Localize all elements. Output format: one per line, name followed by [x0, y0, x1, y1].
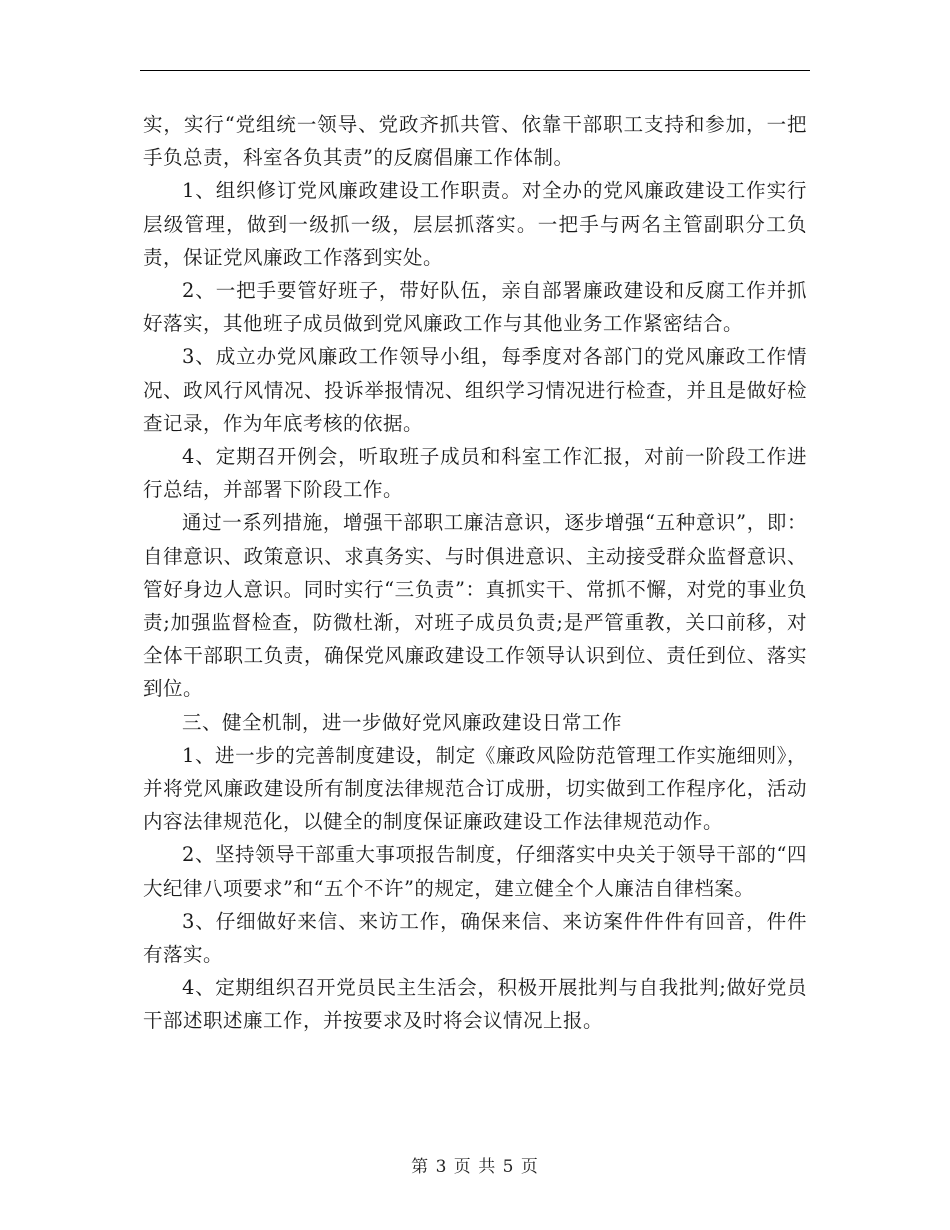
paragraph-9: 2、坚持领导干部重大事项报告制度，仔细落实中央关于领导干部的“四大纪律八项要求”和“五个不许”的规定，建立健全个人廉洁自律档案。 [143, 843, 807, 900]
paragraph-1: 实，实行“党组统一领导、党政齐抓共管、依靠干部职工支持和参加，一把手负总责，科室各负其责”的反腐倡廉工作体制。 [143, 113, 807, 170]
paragraph-4: 3、成立办党风廉政工作领导小组，每季度对各部门的党风廉政工作情况、政风行风情况、投诉举报情况、组织学习情况进行检查，并且是做好检查记录，作为年底考核的依据。 [143, 345, 807, 435]
paragraph-2: 1、组织修订党风廉政建设工作职责。对全办的党风廉政建设工作实行层级管理，做到一级抓一级，层层抓落实。一把手与两名主管副职分工负责，保证党风廉政工作落到实处。 [143, 179, 807, 269]
paragraph-8: 1、进一步的完善制度建设，制定《廉政风险防范管理工作实施细则》，并将党风廉政建设所有制度法律规范合订成册，切实做到工作程序化，活动内容法律规范化，以健全的制度保证廉政建设工作法律规范动作。 [143, 743, 807, 834]
paragraph-5: 4、定期召开例会，听取班子成员和科室工作汇报，对前一阶段工作进行总结，并部署下阶段工作。 [143, 445, 807, 502]
paragraph-3: 2、一把手要管好班子，带好队伍，亲自部署廉政建设和反腐工作并抓好落实，其他班子成员做到党风廉政工作与其他业务工作紧密结合。 [143, 279, 807, 336]
section-heading: 三、健全机制，进一步做好党风廉政建设日常工作 [182, 710, 623, 734]
paragraph-10: 3、仔细做好来信、来访工作，确保来信、来访案件件件有回音，件件有落实。 [143, 909, 807, 967]
paragraph-11: 4、定期组织召开党员民主生活会，积极开展批判与自我批判;做好党员干部述职述廉工作，并按要求及时将会议情况上报。 [143, 976, 807, 1033]
document-body [143, 108, 807, 1038]
page-number-footer: 第 3 页 共 5 页 [411, 1157, 539, 1177]
header-rule [140, 70, 810, 71]
paragraph-6: 通过一系列措施，增强干部职工廉洁意识，逐步增强“五种意识”，即：自律意识、政策意识、求真务实、与时俱进意识、主动接受群众监督意识、管好身边人意识。同时实行“三负责”：真抓实干、常抓不懈，对党的事业负责;加强监督检查，防微杜渐，对班子成员负责;是严管重教，关口前移，对全体干部职工负责，确保党风廉政建设工作领导认识到位、责任到位、落实到位。 [143, 511, 807, 701]
